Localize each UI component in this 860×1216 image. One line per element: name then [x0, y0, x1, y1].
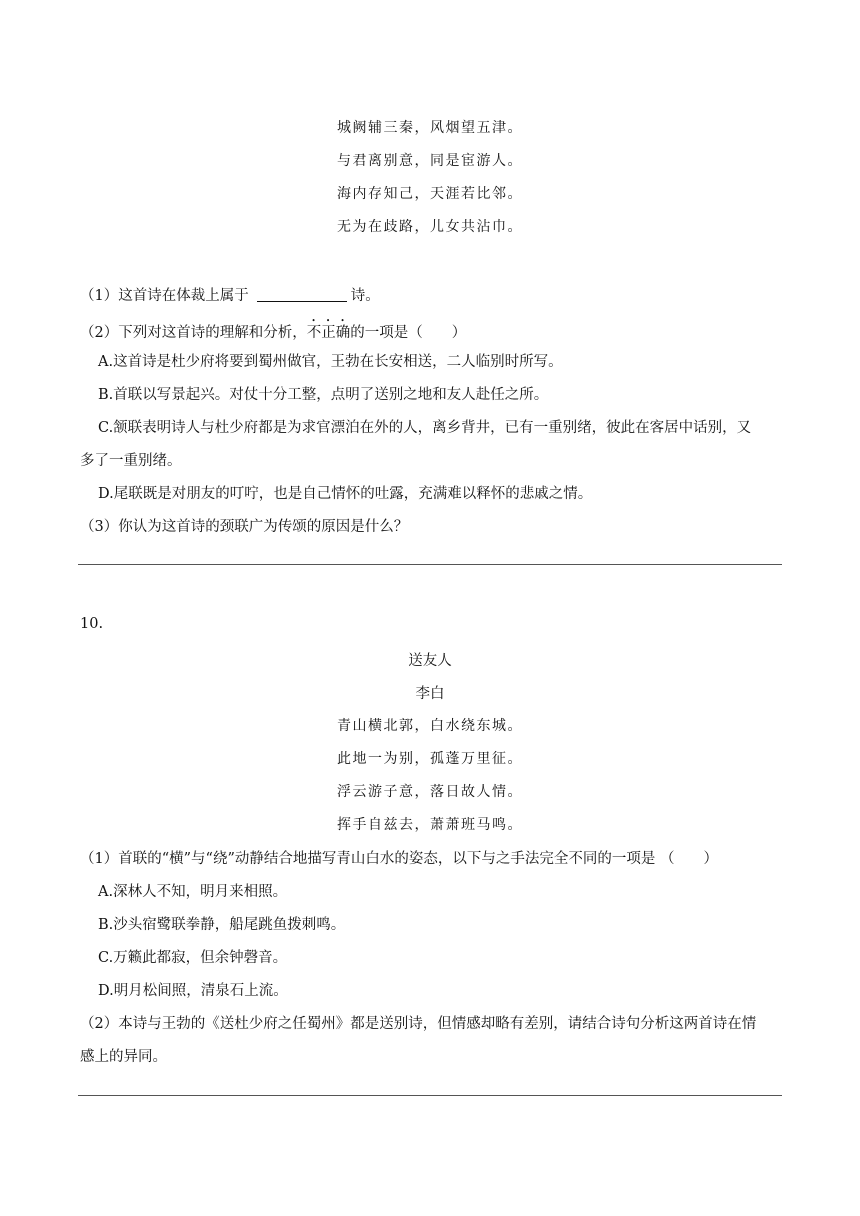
- q10-poem-author: 李白: [415, 686, 445, 702]
- q9-poem-line-4: 无为在歧路，儿女共沾巾。: [337, 219, 523, 235]
- q10-poem-title: 送友人: [408, 653, 452, 669]
- q9-sub1-text: （1）这首诗在体裁上属于: [80, 288, 249, 304]
- q9-option-b[interactable]: B.首联以写景起兴。对仗十分工整，点明了送别之地和友人赴任之所。: [98, 387, 549, 403]
- q9-sub2-text: （2）下列对这首诗的理解和分析，: [80, 325, 307, 341]
- q9-option-c[interactable]: C.颔联表明诗人与杜少府都是为求官漂泊在外的人，离乡背井，已有一重别绪，彼此在客居中话别，又: [98, 420, 752, 436]
- q10-subquestion-2: （2）本诗与王勃的《送杜少府之任蜀州》都是送别诗，但情感却略有差别，请结合诗句分析这两首诗在情: [80, 1016, 757, 1032]
- q9-option-a[interactable]: A.这首诗是杜少府将要到蜀州做官，王勃在长安相送，二人临别时所写。: [98, 354, 563, 370]
- q9-poem-line-2: 与君离别意，同是宦游人。: [337, 153, 523, 169]
- q10-subquestion-1: （1）首联的“横”与“绕”动静结合地描写青山白水的姿态，以下与之手法完全不同的一项是 （ ）: [80, 851, 718, 867]
- q9-subquestion-2: [80, 317, 466, 342]
- answer-line-q9: [78, 564, 782, 565]
- q10-option-a[interactable]: A.深林人不知，明月来相照。: [98, 884, 288, 900]
- q10-poem-line-3: 浮云游子意，落日故人情。: [337, 784, 523, 800]
- q9-sub2-emphasis: 不正确: [306, 325, 351, 341]
- q10-poem-line-2: 此地一为别，孤蓬万里征。: [337, 751, 523, 767]
- q9-option-d[interactable]: D.尾联既是对朋友的叮咛，也是自己情怀的吐露，充满难以释怀的悲戚之情。: [98, 486, 593, 502]
- answer-line-q10: [78, 1095, 782, 1096]
- q10-option-c[interactable]: C.万籁此都寂，但余钟磬音。: [98, 950, 288, 966]
- q10-option-d[interactable]: D.明月松间照，清泉石上流。: [98, 983, 288, 999]
- q9-poem-line-3: 海内存知己，天涯若比邻。: [337, 186, 523, 202]
- q9-sub2-text-end: 的一项是（ ）: [350, 325, 467, 341]
- q9-poem-line-1: 城阙辅三秦，风烟望五津。: [337, 120, 523, 136]
- q10-subquestion-2-continued: 感上的异同。: [80, 1049, 167, 1065]
- q10-option-b[interactable]: B.沙头宿鹭联拳静，船尾跳鱼拨刺鸣。: [98, 917, 346, 933]
- q10-poem-line-1: 青山横北郭，白水绕东城。: [337, 718, 523, 734]
- q9-subquestion-3: （3）你认为这首诗的颈联广为传颂的原因是什么？: [80, 519, 409, 535]
- q10-number: 10.: [80, 616, 104, 632]
- q10-poem-line-4: 挥手自兹去，萧萧班马鸣。: [337, 817, 523, 833]
- q9-subquestion-1: [80, 284, 380, 305]
- q9-answer-blank[interactable]: [257, 287, 347, 302]
- q9-sub1-suffix: 诗。: [350, 288, 380, 304]
- q9-option-c-continued: 多了一重别绪。: [80, 453, 182, 469]
